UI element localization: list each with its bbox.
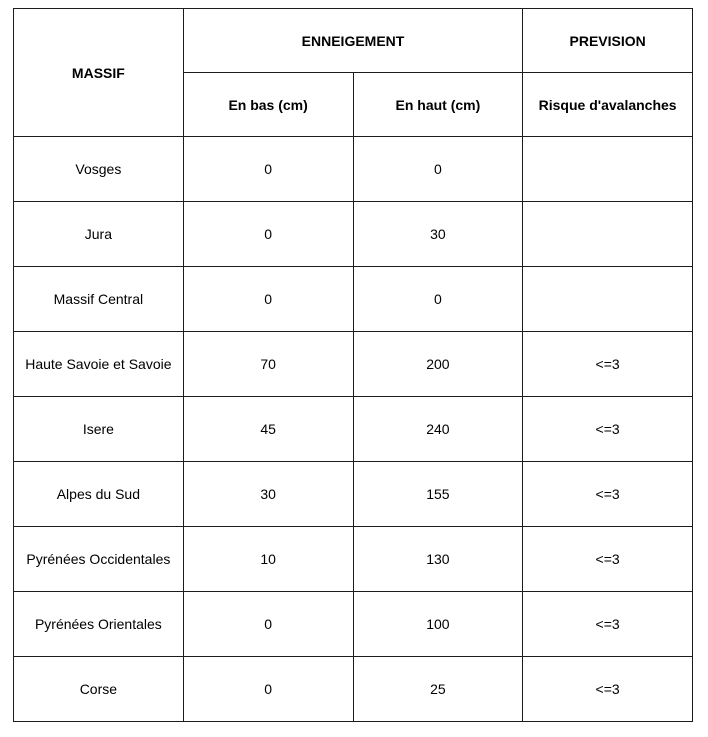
header-massif: MASSIF	[14, 9, 184, 137]
header-en-haut: En haut (cm)	[353, 73, 523, 137]
cell-massif: Pyrénées Orientales	[14, 592, 184, 657]
cell-en-bas: 10	[183, 527, 353, 592]
cell-en-haut: 200	[353, 332, 523, 397]
table-row	[14, 267, 693, 332]
cell-en-haut: 25	[353, 657, 523, 722]
cell-en-bas: 70	[183, 332, 353, 397]
table-row	[14, 657, 693, 722]
cell-en-bas: 30	[183, 462, 353, 527]
header-enneigement: ENNEIGEMENT	[183, 9, 523, 73]
cell-en-bas: 0	[183, 137, 353, 202]
cell-massif: Corse	[14, 657, 184, 722]
cell-massif: Jura	[14, 202, 184, 267]
cell-en-bas: 45	[183, 397, 353, 462]
cell-risque	[523, 267, 693, 332]
cell-en-bas: 0	[183, 592, 353, 657]
table-row	[14, 397, 693, 462]
cell-en-bas: 0	[183, 657, 353, 722]
table-row	[14, 332, 693, 397]
cell-en-haut: 0	[353, 137, 523, 202]
cell-en-haut: 30	[353, 202, 523, 267]
cell-massif: Alpes du Sud	[14, 462, 184, 527]
header-en-bas: En bas (cm)	[183, 73, 353, 137]
cell-risque: <=3	[523, 462, 693, 527]
cell-risque	[523, 137, 693, 202]
cell-risque	[523, 202, 693, 267]
cell-en-haut: 0	[353, 267, 523, 332]
header-risque-avalanches: Risque d'avalanches	[523, 73, 693, 137]
table-header	[14, 9, 693, 137]
cell-risque: <=3	[523, 527, 693, 592]
cell-massif: Vosges	[14, 137, 184, 202]
cell-en-haut: 155	[353, 462, 523, 527]
cell-risque: <=3	[523, 397, 693, 462]
table-body	[14, 137, 693, 722]
cell-en-haut: 240	[353, 397, 523, 462]
cell-massif: Isere	[14, 397, 184, 462]
table-row	[14, 462, 693, 527]
table-row	[14, 202, 693, 267]
header-prevision: PREVISION	[523, 9, 693, 73]
cell-risque: <=3	[523, 657, 693, 722]
cell-massif: Massif Central	[14, 267, 184, 332]
cell-en-bas: 0	[183, 267, 353, 332]
cell-risque: <=3	[523, 332, 693, 397]
cell-massif: Pyrénées Occidentales	[14, 527, 184, 592]
cell-en-haut: 130	[353, 527, 523, 592]
snow-report-table	[13, 8, 693, 722]
cell-risque: <=3	[523, 592, 693, 657]
table-row	[14, 592, 693, 657]
header-row-groups	[14, 9, 693, 73]
cell-en-bas: 0	[183, 202, 353, 267]
cell-massif: Haute Savoie et Savoie	[14, 332, 184, 397]
table-row	[14, 527, 693, 592]
cell-en-haut: 100	[353, 592, 523, 657]
table-row	[14, 137, 693, 202]
